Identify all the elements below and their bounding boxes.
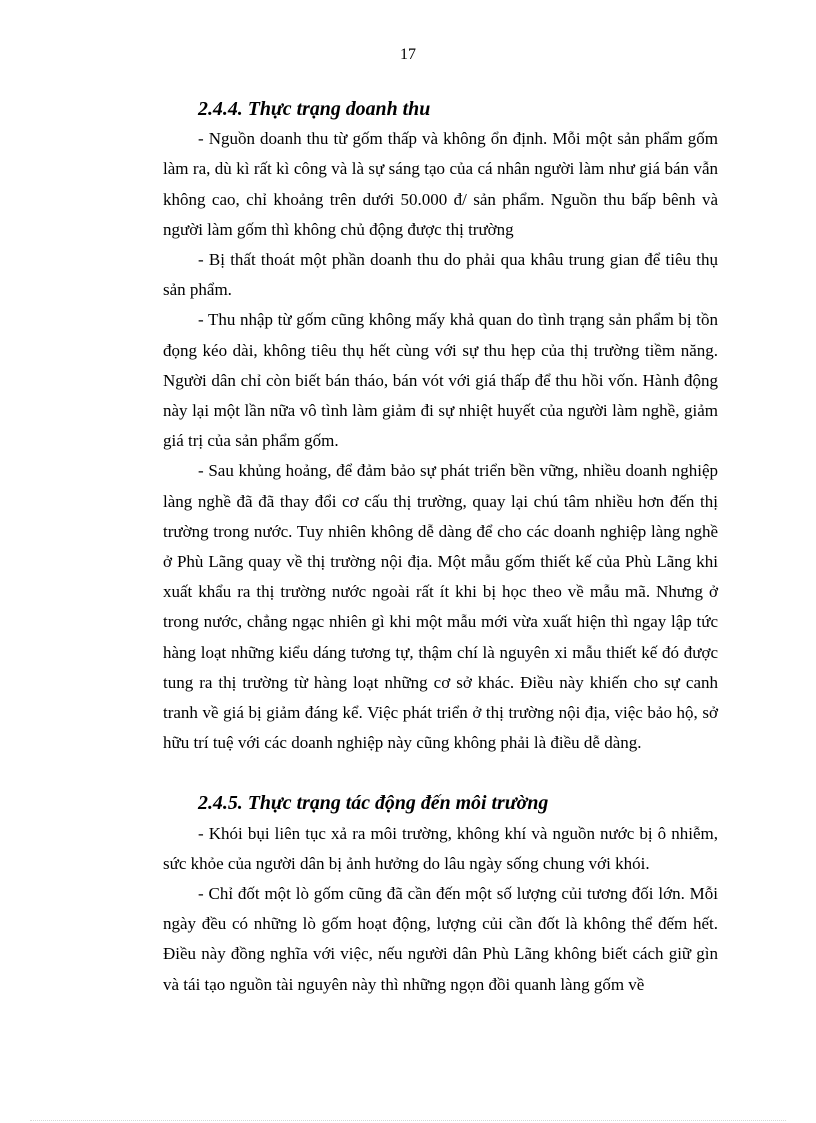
paragraph: - Khói bụi liên tục xả ra môi trường, không khí và nguồn nước bị ô nhiễm, sức khỏe của người dân bị ảnh hưởng do lâu ngày sống chung với khói. [163, 823, 718, 873]
document-body [163, 94, 718, 1000]
section-spacer [163, 758, 718, 788]
paragraph: - Bị thất thoát một phần doanh thu do phải qua khâu trung gian để tiêu thụ sản phẩm. [163, 250, 718, 300]
paragraph: - Sau khủng hoảng, để đảm bảo sự phát triển bền vững, nhiều doanh nghiệp làng nghề đã đã thay đổi cơ cấu thị trường, quay lại chú tâm nhiều hơn đến thị trường trong nước. Tuy nhiên không dễ dàng để cho các doanh nghiệp làng nghề ở Phù Lãng quay về thị trường nội địa. Một mẫu gốm thiết kế của Phù Lãng khi xuất khẩu ra thị trường nước ngoài rất ít khi bị học theo về mẫu mã. Nhưng ở trong nước, chẳng ngạc nhiên gì khi một mẫu mới vừa xuất hiện thì ngay lập tức hàng loạt những kiểu dáng tương tự, thậm chí là nguyên xi mẫu thiết kế đó được tung ra thị trường từ hàng loạt những cơ sở khác. Điều này khiến cho sự canh tranh về giá bị giảm đáng kể. Việc phát triển ở thị trường nội địa, việc bảo hộ, sở hữu trí tuệ với các doanh nghiệp này cũng không phải là điều dễ dàng. [163, 461, 718, 753]
paragraph: - Nguồn doanh thu từ gốm thấp và không ổn định. Mỗi một sản phẩm gốm làm ra, dù kì rất kì công và là sự sáng tạo của cá nhân người làm như giá bán vẫn không cao, chỉ khoảng trên dưới 50.000 đ/ sản phẩm. Nguồn thu bấp bênh và người làm gốm thì không chủ động được thị trường [163, 129, 718, 239]
section-heading: 2.4.4. Thực trạng doanh thu [198, 98, 431, 120]
section-heading: 2.4.5. Thực trạng tác động đến môi trường [198, 792, 549, 815]
section-revenue [163, 94, 718, 758]
paragraph: - Thu nhập từ gốm cũng không mấy khả quan do tình trạng sản phẩm bị tồn đọng kéo dài, không tiêu thụ hết cùng với sự thu hẹp của thị trường tiềm năng. Người dân chỉ còn biết bán tháo, bán vót với giá thấp để thu hồi vốn. Hành động này lại một lần nữa vô tình làm giảm đi sự nhiệt huyết của người làm nghề, giảm giá trị của sản phẩm gốm. [163, 310, 718, 451]
section-environment [163, 788, 718, 999]
paragraph: - Chỉ đốt một lò gốm cũng đã cần đến một số lượng củi tương đối lớn. Mỗi ngày đều có những lò gốm hoạt động, lượng củi cần đốt là không thể đếm hết. Điều này đồng nghĩa với việc, nếu người dân Phù Lãng không biết cách giữ gìn và tái tạo nguồn tài nguyên này thì những ngọn đồi quanh làng gốm về [163, 884, 718, 994]
page-bottom-divider [30, 1120, 786, 1121]
page-number: 17 [400, 46, 416, 63]
